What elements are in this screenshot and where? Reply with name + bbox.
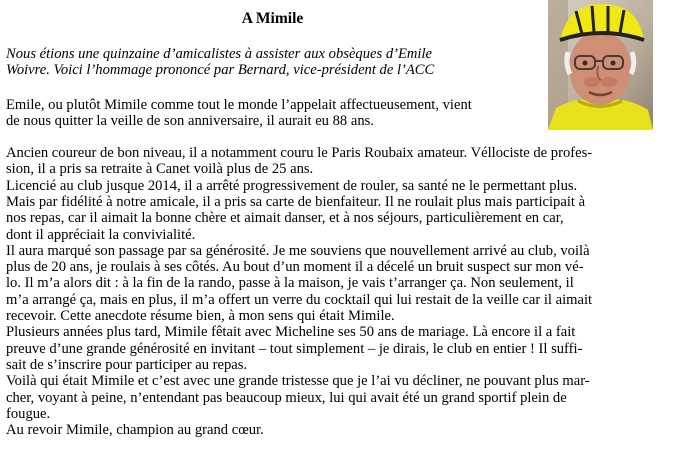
body-line: preuve d’une grande générosité en invitant – tout simplement – je dirais, le club en entier ! Il suffi- (6, 340, 583, 357)
portrait-photo (548, 0, 653, 130)
body-line: nos repas, car il aimait la bonne chère et aimait danser, et à nos séjours, particulièrement en car, (6, 210, 564, 227)
body-line: Mais par fidélité à notre amicale, il a pris sa carte de bienfaiteur. Il ne roulait plus mais participait à (6, 193, 586, 210)
intro-line: Woivre. Voici l’hommage prononcé par Bernard, vice-président de l’ACC (6, 62, 435, 79)
body-line: dont il appréciait la convivialité. (6, 226, 196, 243)
body-line: sion, il a pris sa retraite à Canet voilà plus de 25 ans. (6, 161, 314, 178)
body-line: recevoir. Cette anecdote résume bien, à mon sens qui était Mimile. (6, 308, 395, 324)
lead-line: Emile, ou plutôt Mimile comme tout le monde l’appelait affectueusement, vient (6, 97, 472, 113)
body-line: Il aura marqué son passage par sa générosité. Je me souviens que nouvellement arrivé au club, voilà (6, 242, 590, 259)
body-line: cher, voyant à peine, n’entendant pas beaucoup mieux, lui qui avait été un grand sportif plein de (6, 389, 567, 406)
intro-line: Nous étions une quinzaine d’amicalistes à assister aux obsèques d’Emile (6, 46, 433, 62)
body-line: sait de s’inscrire pour participer au repas. (6, 356, 248, 373)
body-line: Plusieurs années plus tard, Mimile fêtait avec Micheline ses 50 ans de mariage. Là encore il a fait (6, 324, 576, 341)
lead-line: de nous quitter la veille de son anniversaire, il aurait eu 88 ans. (6, 113, 374, 130)
article-title: A Mimile (241, 10, 304, 27)
body-line: lo. Il m’a alors dit : à la fin de la rando, passe à la maison, je vais t’arranger ça. Non seulement, il (6, 275, 574, 292)
body-line: Ancien coureur de bon niveau, il a notamment couru le Paris Roubaix amateur. Véllociste de profes- (6, 145, 593, 161)
portrait-illustration (548, 0, 653, 130)
body-line: fougue. (6, 405, 51, 422)
body-line: Voilà qui était Mimile et c’est avec une grande tristesse que je l’ai vu décliner, ne pouvant plus mar- (6, 373, 590, 390)
body-line: m’a arrangé ça, mais en plus, il m’a offert un verre du cocktail qui lui restait de la veille car il aimait (6, 291, 593, 308)
body-line: plus de 20 ans, je roulais à ses côtés. Au bout d’un moment il a décelé un bruit suspect sur mon vé- (6, 259, 584, 276)
body-line: Au revoir Mimile, champion au grand cœur. (6, 422, 264, 439)
body-line: Licencié au club jusque 2014, il a arrêté progressivement de rouler, sa santé ne le permettant plus. (6, 177, 578, 194)
